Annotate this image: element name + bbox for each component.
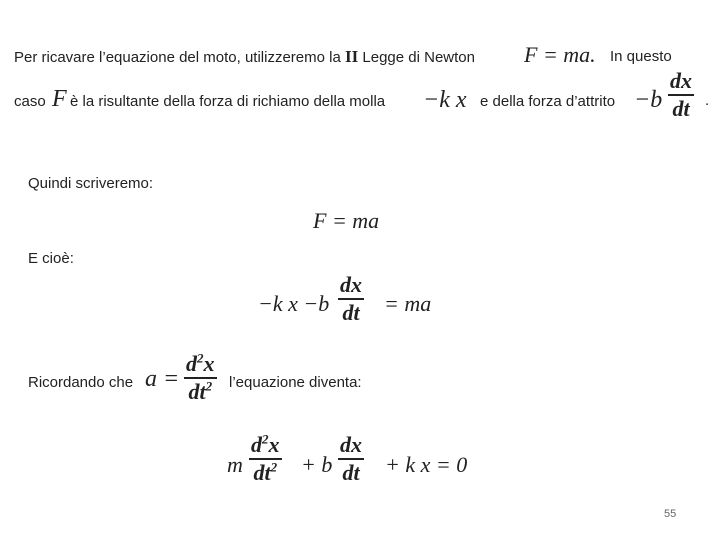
a-equals: a = xyxy=(145,366,180,392)
fraction-denominator: dt xyxy=(342,460,360,485)
newton-law-inline: F = ma. xyxy=(524,42,596,67)
derivative-dx-dt-intro xyxy=(668,68,694,122)
intro-period: . xyxy=(705,92,710,109)
fraction-denominator: dt xyxy=(342,300,360,325)
intro-line1-text-c: In questo xyxy=(610,48,672,65)
page-number: 55 xyxy=(664,508,677,520)
final-eq-m: m xyxy=(227,452,243,477)
spring-force: −k x xyxy=(423,87,467,113)
fraction-numerator: dx xyxy=(670,68,692,93)
friction-prefix: −b xyxy=(634,87,663,113)
equation2-left: −k x −b xyxy=(258,291,330,316)
fraction-numerator: $d^2x$ xyxy=(251,431,280,457)
cioe-label: E cioè: xyxy=(28,250,74,267)
fraction-numerator: $d^2x$ xyxy=(186,350,215,376)
fraction-denominator: dt xyxy=(672,96,690,121)
intro-caso: caso xyxy=(14,93,46,110)
second-derivative-a xyxy=(184,351,217,405)
fraction-numerator: dx xyxy=(340,272,362,297)
fraction-numerator: dx xyxy=(340,432,362,457)
derivative-dx-dt-final xyxy=(338,432,364,486)
intro-line1 xyxy=(14,48,475,67)
second-derivative-final xyxy=(249,432,282,486)
roman-numeral: II xyxy=(345,47,359,66)
intro-line2-text-b: e della forza d’attrito xyxy=(480,93,616,110)
final-eq-plus-b: + b xyxy=(301,452,333,477)
ricordando-label: Ricordando che xyxy=(28,374,134,391)
fraction-denominator: $dt^2$ xyxy=(188,378,213,404)
intro-line1-text-b: Legge di Newton xyxy=(362,49,475,66)
final-eq-tail: + k x = 0 xyxy=(385,452,468,477)
diventa-label: l’equazione diventa: xyxy=(229,374,362,391)
intro-line1-text: Per ricavare l’equazione del moto, utilizzeremo la xyxy=(14,49,341,66)
symbol-F: F xyxy=(52,86,67,112)
derivative-dx-dt-eq2 xyxy=(338,272,364,326)
fraction-denominator: $dt^2$ xyxy=(253,459,278,485)
equation-newton: F = ma xyxy=(313,208,380,233)
intro-line2-text: è la risultante della forza di richiamo della molla xyxy=(70,93,386,110)
quindi-label: Quindi scriveremo: xyxy=(28,175,154,192)
equation2-right: = ma xyxy=(384,291,432,316)
